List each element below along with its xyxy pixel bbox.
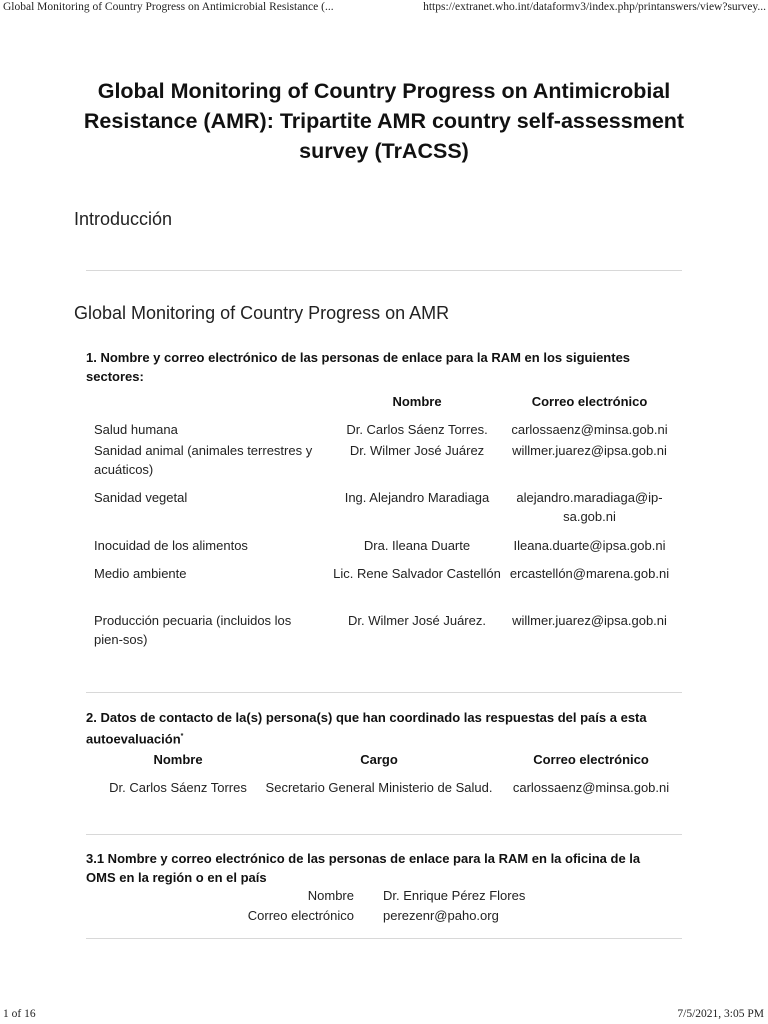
divider <box>86 938 682 939</box>
header-name: Nombre <box>392 394 442 409</box>
print-footer <box>0 1006 768 1024</box>
sector-cell: Producción pecuaria (incluidos los pien-sos) <box>94 613 292 647</box>
page-number: 1 of 16 <box>3 1008 36 1020</box>
q3-1-email-label: Correo electrónico <box>247 908 354 923</box>
table-row <box>94 611 677 651</box>
header-name: Nombre <box>153 752 203 767</box>
table-header-row <box>100 750 680 772</box>
name-cell: Lic. Rene Salvador Castellón <box>333 566 501 581</box>
section-heading: Global Monitoring of Country Progress on AMR <box>74 303 450 323</box>
print-datetime: 7/5/2021, 3:05 PM <box>677 1008 764 1020</box>
divider <box>86 270 682 271</box>
table-row <box>94 564 677 611</box>
sector-cell: Salud humana <box>94 422 178 437</box>
table-row <box>94 488 677 536</box>
sector-cell: Sanidad vegetal <box>94 490 188 505</box>
header-role: Cargo <box>360 752 398 767</box>
q3-1-title: 3.1 Nombre y correo electrónico de las personas de enlace para la RAM en la oficina de la OMS en la región o en el país <box>86 851 641 885</box>
print-header <box>0 0 768 16</box>
table-row <box>94 441 677 488</box>
sector-cell: Inocuidad de los alimentos <box>94 538 248 553</box>
name-cell: Dra. Ileana Duarte <box>363 538 471 553</box>
header-email: Correo electrónico <box>531 394 648 409</box>
name-cell: Dr. Carlos Sáenz Torres. <box>346 422 488 437</box>
header-sector <box>94 392 332 414</box>
name-cell: Dr. Wilmer José Juárez. <box>348 613 486 628</box>
table-header-row <box>94 392 677 414</box>
q3-1-name-value: Dr. Enrique Pérez Flores <box>383 888 526 903</box>
q1-contacts-table <box>94 392 677 651</box>
print-header-page-title: Global Monitoring of Country Progress on Antimicrobial Resistance (... <box>3 1 334 13</box>
q2-title-text: 2. Datos de contacto de la(s) persona(s) que han coordinado las respuestas del país a esta autoevaluación <box>86 710 647 747</box>
page-title: Global Monitoring of Country Progress on Antimicrobial Resistance (AMR): Tripartite AMR country self-assessment survey (TrACSS) <box>83 79 685 163</box>
email-cell: carlossaenz@minsa.gob.ni <box>511 422 668 437</box>
name-cell: Dr. Wilmer José Juárez <box>349 443 485 458</box>
email-cell: willmer.juarez@ipsa.gob.ni <box>512 613 667 628</box>
sector-cell: Sanidad animal (animales terrestres y acuáticos) <box>94 443 313 477</box>
divider <box>86 692 682 693</box>
email-cell: alejandro.maradiaga@ip-sa.gob.ni <box>516 490 663 524</box>
q2-title <box>86 708 666 748</box>
q3-1-email-value: perezenr@paho.org <box>383 908 499 923</box>
intro-heading: Introducción <box>74 209 173 229</box>
name-cell: Ing. Alejandro Maradiaga <box>344 490 490 505</box>
q1-title: 1. Nombre y correo electrónico de las personas de enlace para la RAM en los siguientes sectores: <box>86 350 631 384</box>
sector-cell: Medio ambiente <box>94 566 187 581</box>
email-cell: carlossaenz@minsa.gob.ni <box>512 780 670 795</box>
table-row <box>100 772 680 797</box>
table-row <box>94 414 677 441</box>
print-header-url: https://extranet.who.int/dataformv3/index.php/printanswers/view?survey... <box>423 1 766 13</box>
q3-1-email-label-wrap <box>200 908 354 926</box>
q3-1-name-label: Nombre <box>307 888 354 903</box>
divider <box>86 834 682 835</box>
table-row <box>94 536 677 564</box>
email-cell: Ileana.duarte@ipsa.gob.ni <box>513 538 666 553</box>
q3-1-name-label-wrap <box>200 888 354 906</box>
email-cell: ercastellón@marena.gob.ni <box>509 566 670 581</box>
email-cell: willmer.juarez@ipsa.gob.ni <box>512 443 667 458</box>
name-cell: Dr. Carlos Sáenz Torres <box>109 780 247 795</box>
role-cell: Secretario General Ministerio de Salud. <box>265 780 493 795</box>
q2-coordinator-table <box>100 750 680 797</box>
required-mark: * <box>180 733 184 740</box>
header-email: Correo electrónico <box>533 752 649 767</box>
